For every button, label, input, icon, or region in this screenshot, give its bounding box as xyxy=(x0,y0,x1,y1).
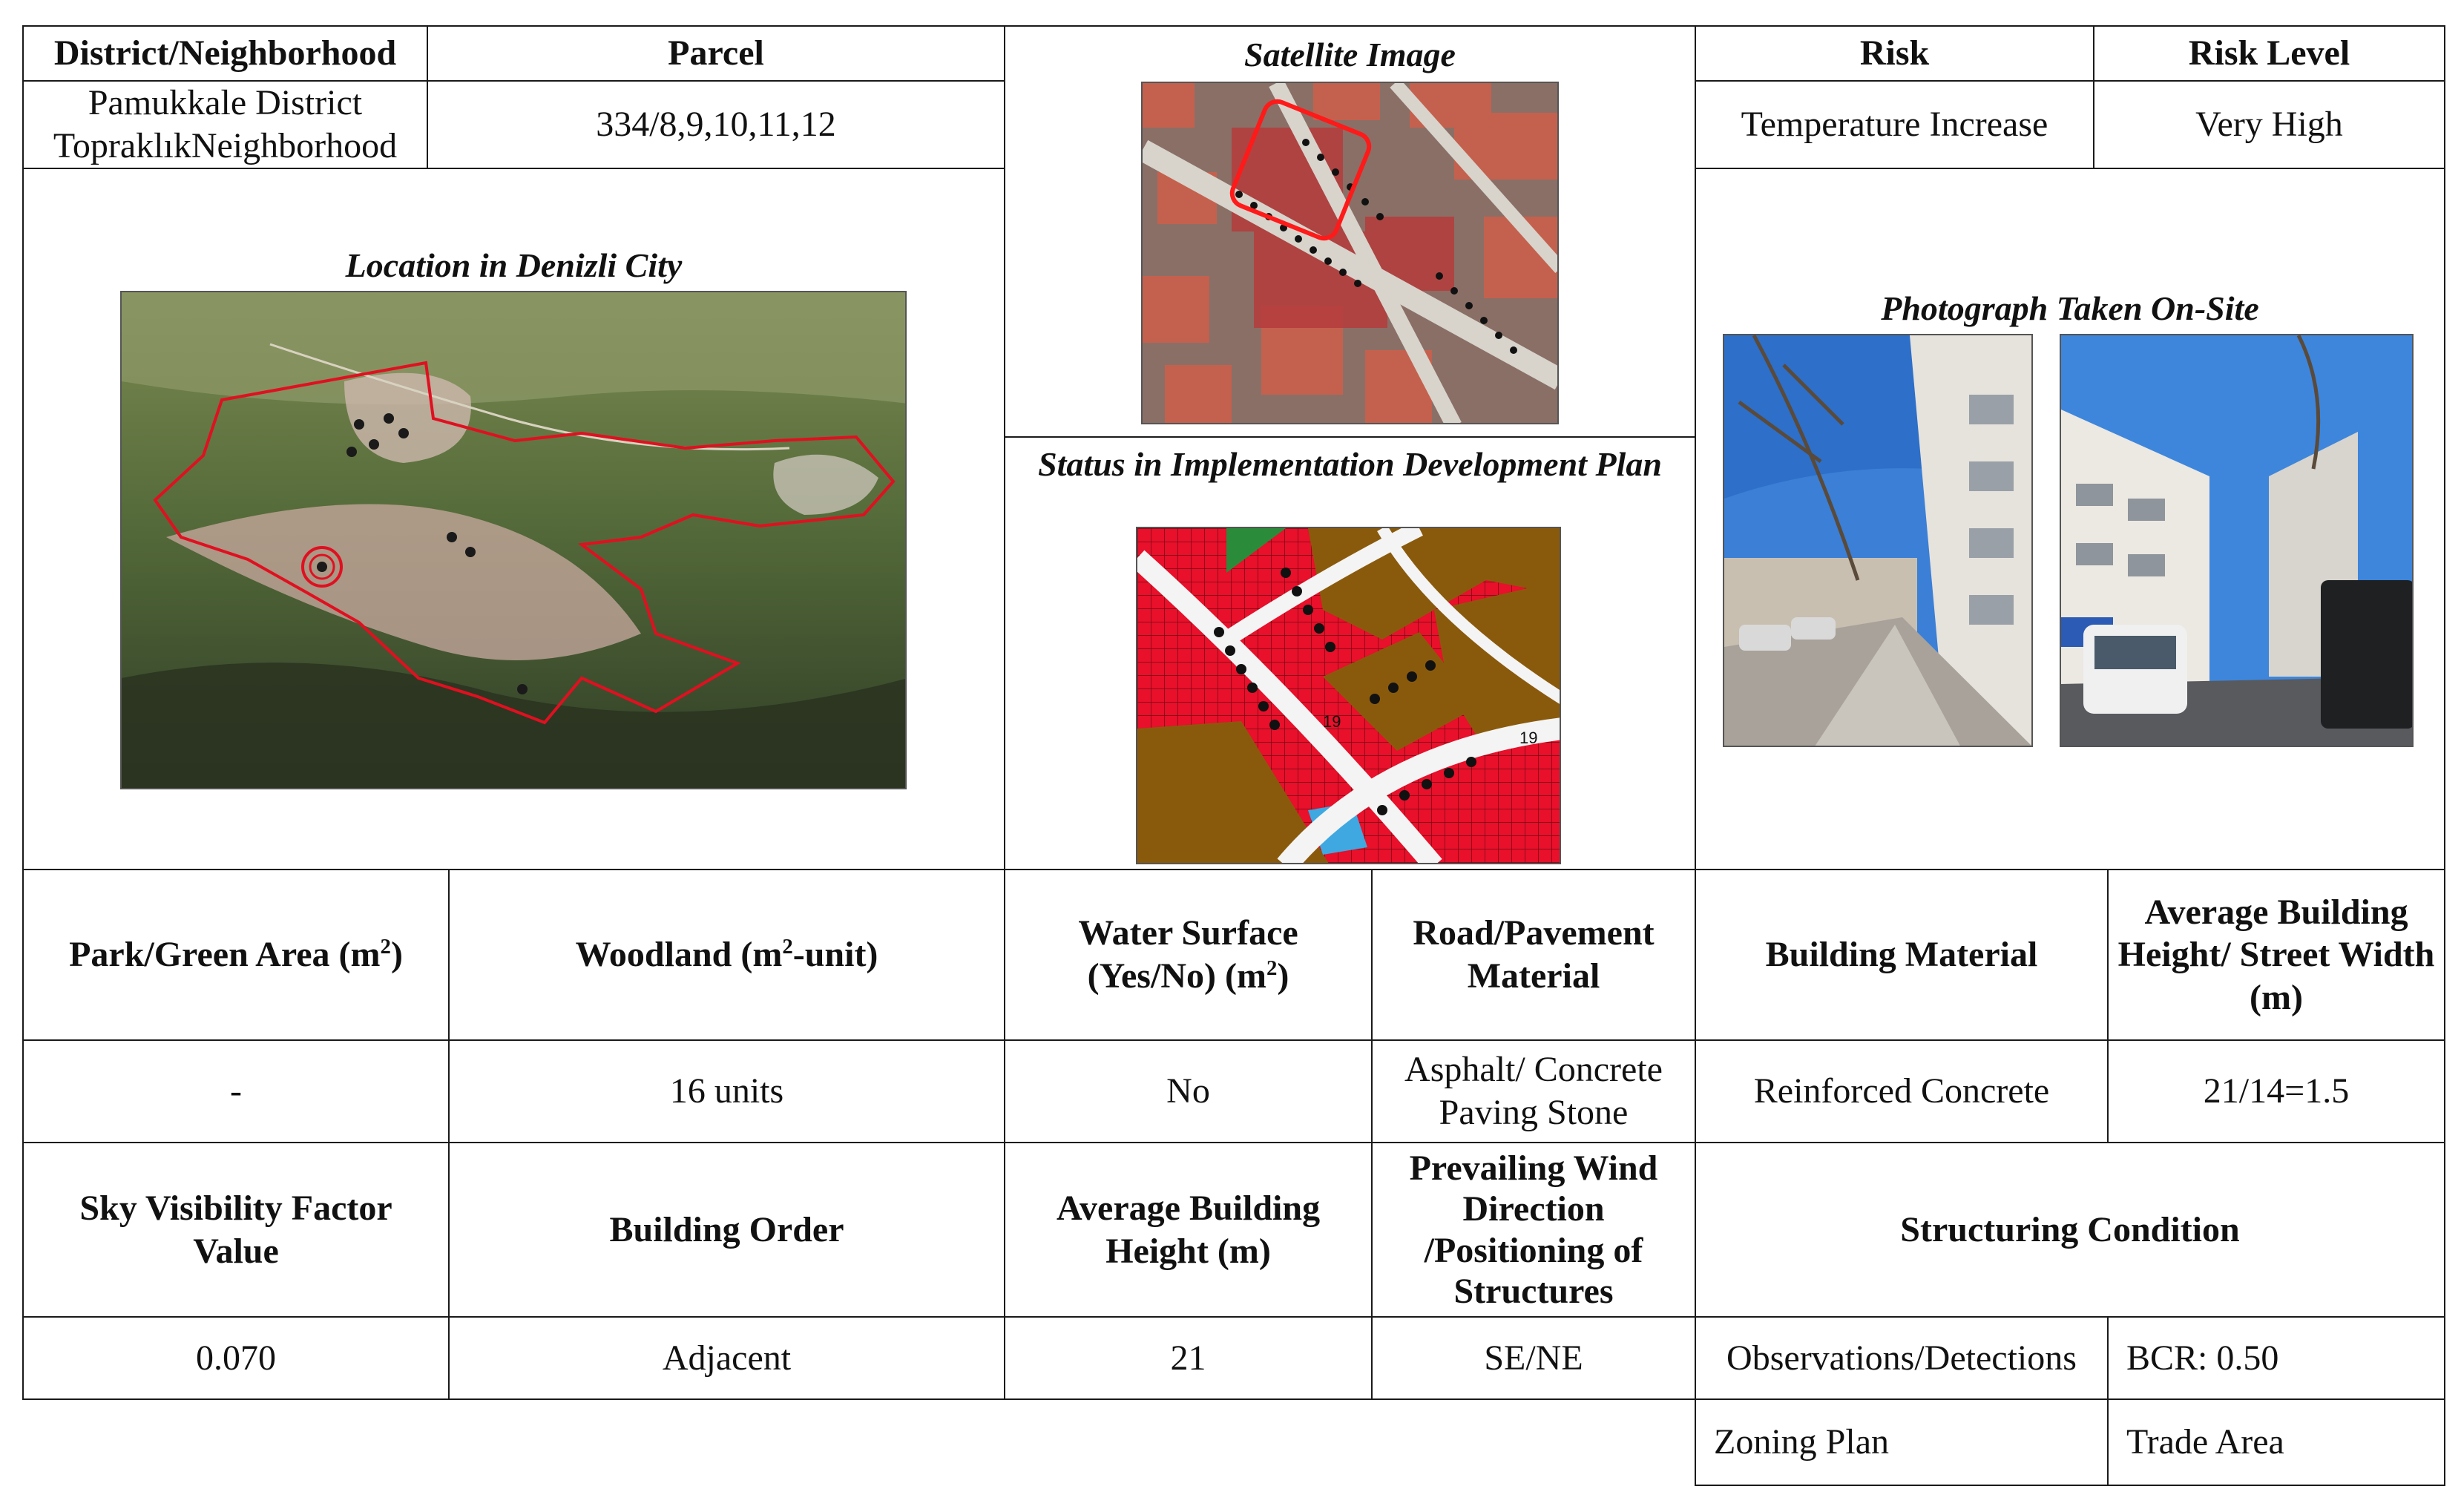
denizli-map-svg xyxy=(122,292,907,789)
parcel-number: 334/8,9,10,11,12 xyxy=(596,105,836,145)
header-district xyxy=(22,25,428,82)
sky-value-text: 0.070 xyxy=(196,1338,276,1378)
development-plan-map xyxy=(1136,527,1561,864)
wind-header-text: Prevailing Wind Direction /Positioning of Structures xyxy=(1409,1148,1658,1311)
denizli-city-map xyxy=(120,291,907,789)
order-header-text: Building Order xyxy=(609,1209,844,1249)
park-header-end: ) xyxy=(390,935,403,975)
photo-left-svg xyxy=(1724,335,2033,747)
park-header xyxy=(22,869,450,1041)
district-line2: TopraklıkNeighborhood xyxy=(53,126,398,165)
height-header-text: Average Building Height (m) xyxy=(1056,1188,1321,1271)
woodland-header-sup: 2 xyxy=(782,935,793,959)
parcel-label: Parcel xyxy=(668,33,764,73)
wind-value xyxy=(1371,1316,1696,1400)
wind-value-text: SE/NE xyxy=(1484,1338,1583,1378)
order-value-text: Adjacent xyxy=(662,1338,792,1378)
water-header-sup: 2 xyxy=(1266,956,1278,980)
zoning-label-text: Zoning Plan xyxy=(1714,1422,1889,1462)
parcel-value xyxy=(427,80,1005,169)
material-header xyxy=(1695,869,2109,1041)
woodland-header-text xyxy=(576,933,878,976)
height-header xyxy=(1004,1142,1373,1318)
woodland-header-end: -unit) xyxy=(792,935,878,975)
water-header-label: (Yes/No) (m xyxy=(1087,956,1266,996)
photo-caption: Photograph Taken On-Site xyxy=(1881,289,2259,327)
header-risk xyxy=(1695,25,2094,82)
ratio-value xyxy=(2107,1039,2445,1143)
road-value xyxy=(1371,1039,1696,1143)
park-value xyxy=(22,1039,450,1143)
sky-value xyxy=(22,1316,450,1400)
onsite-photo-left xyxy=(1723,334,2033,747)
woodland-value xyxy=(448,1039,1005,1143)
risk-label: Risk xyxy=(1859,33,1930,73)
ratio-value-text: 21/14=1.5 xyxy=(2203,1071,2350,1111)
woodland-header xyxy=(448,869,1005,1041)
wind-header xyxy=(1371,1142,1696,1318)
park-header-label: Park/Green Area (m xyxy=(69,935,381,975)
zoning-value xyxy=(2107,1398,2445,1486)
risk-text: Temperature Increase xyxy=(1741,105,2048,145)
sky-header-text: Sky Visibility Factor Value xyxy=(79,1188,392,1271)
park-value-text: - xyxy=(230,1071,242,1111)
ratio-header-text: Average Building Height/ Street Width (m) xyxy=(2117,892,2435,1017)
header-risk-level xyxy=(2093,25,2445,82)
risk-value xyxy=(1695,80,2094,169)
zoning-value-text: Trade Area xyxy=(2126,1422,2284,1462)
risk-level-label: Risk Level xyxy=(2188,33,2350,73)
height-value-text: 21 xyxy=(1170,1338,1206,1378)
structuring-header xyxy=(1695,1142,2445,1318)
height-value xyxy=(1004,1316,1373,1400)
observations-label xyxy=(1695,1316,2109,1400)
road-header xyxy=(1371,869,1696,1041)
district-label: District/Neighborhood xyxy=(53,33,397,73)
risk-level-value xyxy=(2093,80,2445,169)
district-line1: Pamukkale District xyxy=(88,83,363,123)
material-value xyxy=(1695,1039,2109,1143)
photo-right-svg xyxy=(2061,335,2414,747)
water-header-line1: Water Surface xyxy=(1078,913,1298,953)
park-header-text xyxy=(69,933,403,976)
water-header-line2 xyxy=(1088,955,1289,998)
woodland-value-text: 16 units xyxy=(669,1071,784,1111)
observations-value xyxy=(2107,1316,2445,1400)
park-header-sup: 2 xyxy=(380,935,391,959)
plan-svg xyxy=(1137,528,1561,864)
plan-caption: Status in Implementation Development Plan xyxy=(1038,445,1662,483)
road-value-text: Asphalt/ Concrete Paving Stone xyxy=(1404,1050,1663,1132)
ratio-header xyxy=(2107,869,2445,1041)
observations-label-text: Observations/Detections xyxy=(1726,1338,2077,1378)
onsite-photo-right xyxy=(2060,334,2414,747)
satellite-image xyxy=(1141,82,1559,424)
water-header xyxy=(1004,869,1373,1041)
structuring-header-text: Structuring Condition xyxy=(1900,1209,2240,1249)
observations-value-text: BCR: 0.50 xyxy=(2126,1338,2279,1378)
water-header-end: ) xyxy=(1277,956,1289,996)
district-value xyxy=(22,80,428,169)
sky-header xyxy=(22,1142,450,1318)
plan-road-label-a: 19 xyxy=(1323,712,1341,731)
road-header-text: Road/Pavement Material xyxy=(1413,913,1655,996)
water-value xyxy=(1004,1039,1373,1143)
zoning-label xyxy=(1695,1398,2109,1486)
order-value xyxy=(448,1316,1005,1400)
woodland-header-label: Woodland (m xyxy=(575,935,783,975)
risk-level-text: Very High xyxy=(2195,105,2343,145)
plan-road-label-b: 19 xyxy=(1519,729,1538,747)
water-value-text: No xyxy=(1166,1071,1210,1111)
satellite-svg xyxy=(1143,83,1559,424)
material-value-text: Reinforced Concrete xyxy=(1753,1071,2050,1111)
header-parcel xyxy=(427,25,1005,82)
satellite-caption: Satellite Image xyxy=(1244,36,1456,73)
order-header xyxy=(448,1142,1005,1318)
material-header-text: Building Material xyxy=(1765,935,2038,975)
location-caption: Location in Denizli City xyxy=(345,246,683,284)
